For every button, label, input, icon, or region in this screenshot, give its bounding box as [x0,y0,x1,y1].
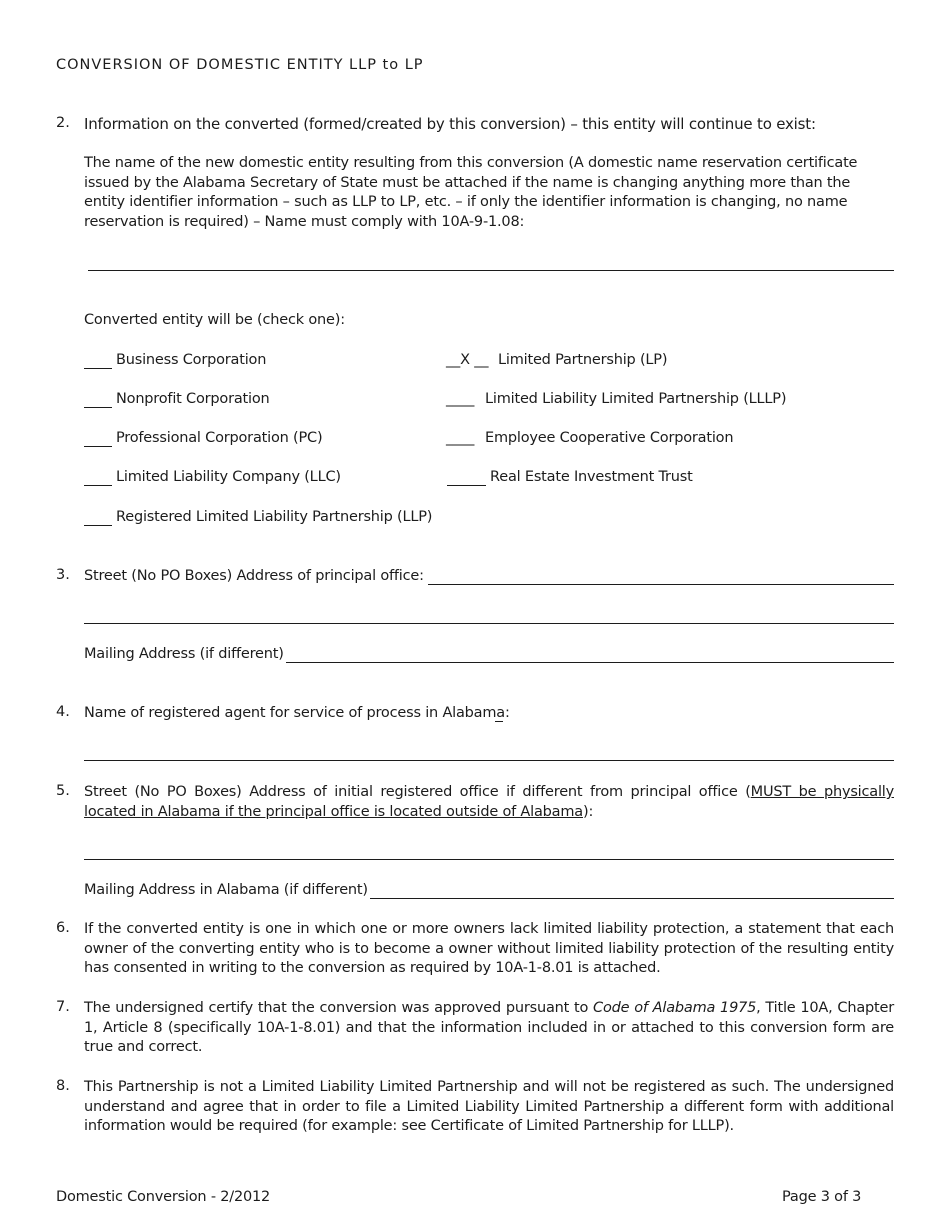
registered-agent-line[interactable] [84,760,894,761]
new-entity-name-line[interactable] [88,270,894,271]
footer-form-version: Domestic Conversion - 2/2012 [56,1189,271,1205]
principal-office-line-2[interactable] [84,623,894,624]
item-8-number: 8. [56,1078,70,1094]
item-7-number: 7. [56,999,70,1015]
mailing-address-line[interactable] [286,662,894,663]
registered-agent-label: Name of registered agent for service of process in Alabama: [84,705,510,721]
checkbox-blank-nonprofit-corporation[interactable] [84,407,112,408]
checkbox-blank-llp[interactable] [84,525,112,526]
checkbox-mark-employee-cooperative[interactable]: ____ [446,430,475,446]
registered-agent-line-stub[interactable] [495,721,503,722]
alabama-mailing-line[interactable] [370,898,894,899]
check-one-label: Converted entity will be (check one): [84,312,345,328]
item-5-number: 5. [56,783,70,799]
principal-office-label: Street (No PO Boxes) Address of principal office: [84,568,424,584]
alabama-location-requirement: MUST be physically located in Alabama if the principal office is located outside of Alabama [84,784,894,820]
checkbox-blank-business-corporation[interactable] [84,368,112,369]
checkbox-mark-lp[interactable]: __X __ [446,352,489,368]
option-limited-partnership: Limited Partnership (LP) [498,352,668,368]
principal-office-line-1[interactable] [428,584,894,585]
code-of-alabama-citation: Code of Alabama 1975 [593,1000,757,1016]
option-reit: Real Estate Investment Trust [490,469,693,485]
item-8-text: This Partnership is not a Limited Liability Limited Partnership and will not be registered as such. The undersigned understand and agree that in order to file a Limited Liability Limited Partnership a different form with additional information would be required (for example: see Certificate of Limited Partnership for LLLP). [84,1079,894,1135]
checkbox-blank-llc[interactable] [84,485,112,486]
item-2-heading: Information on the converted (formed/created by this conversion) – this entity will continue to exist: [84,115,816,133]
option-llc: Limited Liability Company (LLC) [116,469,341,485]
item-6-text: If the converted entity is one in which one or more owners lack limited liability protection, a statement that each owner of the converting entity who is to become a owner without limited liability protection of the resulting entity has consented in writing to the conversion as required by 10A-1-8.01 is attached. [84,921,894,977]
mailing-address-label: Mailing Address (if different) [84,646,284,662]
option-nonprofit-corporation: Nonprofit Corporation [116,391,270,407]
alabama-mailing-label: Mailing Address in Alabama (if different) [84,882,368,898]
item-2-number: 2. [56,115,70,131]
item-6-number: 6. [56,920,70,936]
option-llp: Registered Limited Liability Partnership (LLP) [116,509,433,525]
option-business-corporation: Business Corporation [116,352,267,368]
form-title: CONVERSION OF DOMESTIC ENTITY LLP to LP [56,57,424,73]
checkbox-blank-professional-corporation[interactable] [84,446,112,447]
option-lllp: Limited Liability Limited Partnership (LLLP) [485,391,787,407]
footer-page-number: Page 3 of 3 [782,1189,862,1205]
option-professional-corporation: Professional Corporation (PC) [116,430,323,446]
item-7-text: The undersigned certify that the conversion was approved pursuant to Code of Alabama 1975, Title 10A, Chapter 1, Article 8 (specifically 10A-1-8.01) and that the information included in or attached to this conversion form are true and correct. [84,1000,894,1056]
checkbox-mark-lllp[interactable]: ____ [446,391,475,407]
checkbox-blank-reit[interactable] [447,485,486,486]
item-4-number: 4. [56,704,70,720]
item-3-number: 3. [56,567,70,583]
registered-office-label: Street (No PO Boxes) Address of initial registered office if different from principal office (MUST be physically located in Alabama if the principal office is located outside of Alabama): [84,784,894,820]
option-employee-cooperative: Employee Cooperative Corporation [485,430,734,446]
registered-office-line[interactable] [84,859,894,860]
item-2-name-instructions: The name of the new domestic entity resulting from this conversion (A domestic name reservation certificate issued by the Alabama Secretary of State must be attached if the name is changing anything more than the entity identifier information – such as LLP to LP, etc. – if only the identifier information is changing, no name reservation is required) – Name must comply with 10A-9-1.08: [84,155,858,230]
